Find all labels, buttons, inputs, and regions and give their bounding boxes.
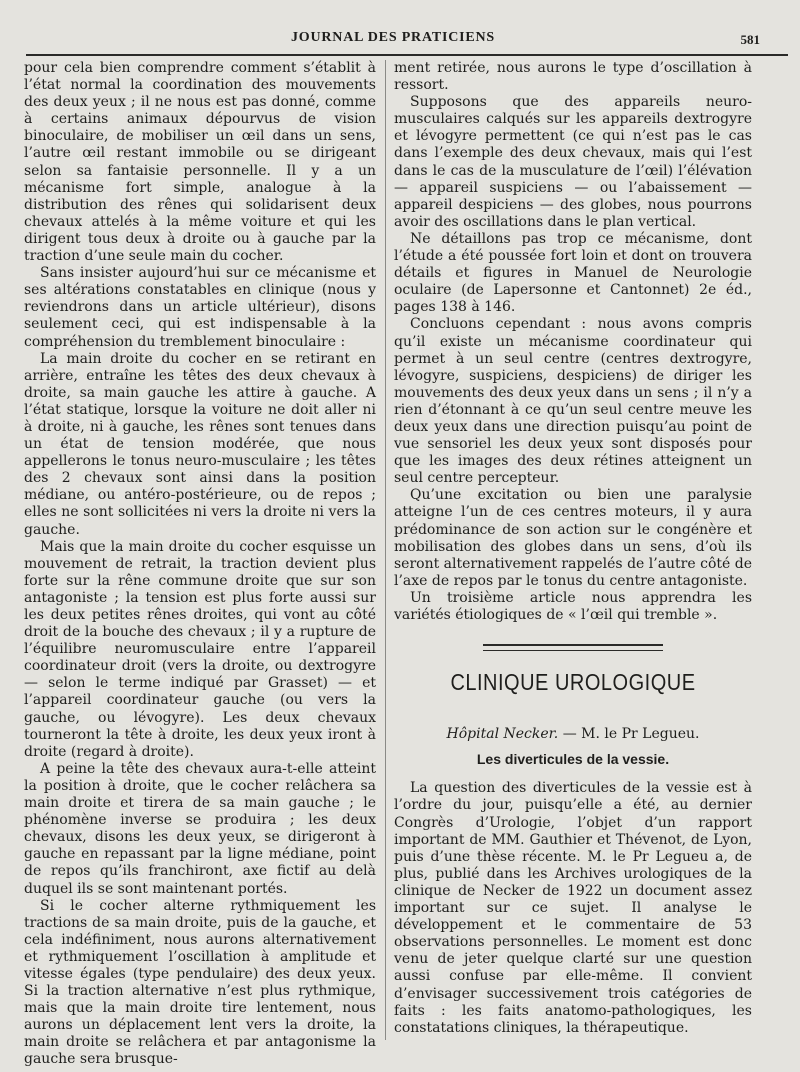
page-header [26,30,760,54]
paragraph: Si le cocher alterne rythmiquement les tractions de sa main droite, puis de la gauche, et cela indéfiniment, nous aurons alternativement et rythmiquement l’oscillation à amplitude et vitesse égales (type pendulaire) des deux yeux. Si la traction alternative n’est plus rythmique, mais que la main droite tire lentement, nous aurons un déplacement lent vers la droite, la main droite se relâchera et par antagonisme la gauche sera brusque- [24,897,376,1068]
column-divider [385,60,386,1040]
journal-title: JOURNAL DES PRATICIENS [290,30,496,45]
paragraph: Supposons que des appareils neuro-musculaires calqués sur les appareils dextrogyre et lévogyre permettent (ce qui n’est pas le cas dans l’exemple des deux chevaux, mais qui l’est dans le cas de la musculature de l’œil) l’élévation — appareil suspiciens — ou l’abaissement — appareil despiciens — des globes, nous pourrons avoir des oscillations dans le plan vertical. [394,94,752,230]
article-title: Les diverticules de la vessie. [476,751,670,768]
section-separator [483,644,663,651]
paragraph: Mais que la main droite du cocher esquisse un mouvement de retrait, la traction devient plus forte sur la rêne commune droite que sur son antagoniste ; la tension est plus forte aussi sur les deux petites rênes droites, qui vont au côté droit de la bouche des chevaux ; il y a rupture de l’équilibre neuromusculaire entre l’appareil coordinateur droit (vers la droite, ou dextrogyre — selon le terme indiqué par Grasset) — et l’appareil coordinateur gauche (ou vers la gauche, ou lévogyre). Les deux chevaux tourneront la tête à droite, les deux yeux iront à droite (regard à droite). [24,538,376,760]
paragraph: La main droite du cocher en se retirant en arrière, entraîne les têtes des deux chevaux à droite, sa main gauche les attire à gauche. A l’état statique, lorsque la voiture ne doit aller ni à droite, ni à gauche, les rênes sont tenues dans un état de tension modérée, que nous appellerons le tonus neuro-musculaire ; les têtes des 2 chevaux sont ainsi dans la position médiane, ou antéro-postérieure, ou de repos ; elles ne sont sollicitées ni vers la droite ni vers la gauche. [24,350,376,538]
byline-author: — M. le Pr Legueu. [558,726,700,743]
paragraph: A peine la tête des chevaux aura-t-elle atteint la position à droite, que le cocher relâchera sa main droite et tirera de sa main gauche ; le phénomène inverse se produira ; les deux chevaux, disons les deux yeux, se dirigeront à gauche en repassant par la ligne médiane, point de repos qu’ils franchiront, axe fictif au delà duquel ils se sont maintenant portés. [24,760,376,897]
paragraph: Sans insister aujourd’hui sur ce mécanisme et ses altérations constatables en clinique (nous y reviendrons dans un article ultérieur), disons seulement ceci, qui est indispensable à la compréhension du tremblement binoculaire : [24,265,376,350]
paragraph: Un troisième article nous apprendra les variétés étiologiques de « l’œil qui tremble ». [394,589,752,623]
paragraph: Qu’une excitation ou bien une paralysie atteigne l’un de ces centres moteurs, il y aura prédominance de son action sur le congénère et mobilisation des globes dans un sens, d’où ils seront alternativement rappelés de l’autre côté de l’axe de repos par le tonus du centre antagoniste. [394,487,752,589]
paragraph: ment retirée, nous aurons le type d’oscillation à ressort. [394,60,752,94]
paragraph: pour cela bien comprendre comment s’établit à l’état normal la coordination des mouvements des deux yeux ; il ne nous est pas donné, comme à certains animaux dépourvus de vision binoculaire, de mobiliser un œil dans un sens, l’autre œil restant immobile ou se dirigeant selon sa fantaisie personnelle. Il y a un mécanisme fort simple, analogue à la distribution des rênes qui solidarisent deux chevaux attelés à la même voiture et qui les dirigent tous deux à droite ou à gauche par la traction d’une seule main du cocher. [24,60,376,265]
section-title: CLINIQUE UROLOGIQUE [450,670,696,696]
article-byline [394,726,752,743]
right-column [394,60,752,1037]
left-column [24,60,376,1069]
header-rule [26,54,788,56]
paragraph: Concluons cependant : nous avons compris qu’il existe un mécanisme coordinateur qui permet à un seul centre (centres dextrogyre, lévogyre, suspiciens, despiciens) de diriger les mouvements des deux yeux dans un sens ; il n’y a rien d’étonnant à ce qu’un seul centre meuve les deux yeux dans une direction puisqu’au point de vue sensoriel les deux yeux sont disposés pour que les images des deux rétines atteignent un seul centre percepteur. [394,316,752,487]
paragraph: Ne détaillons pas trop ce mécanisme, dont l’étude a été poussée fort loin et dont on trouvera détails et figures in Manuel de Neurologie oculaire (de Lapersonne et Cantonnet) 2e éd., pages 138 à 146. [394,230,752,316]
byline-place: Hôpital Necker. [446,726,559,743]
page-number: 581 [740,32,760,47]
article-paragraph: La question des diverticules de la vessie est à l’ordre du jour, puisqu’elle a été, au dernier Congrès d’Urologie, l’objet d’un rapport important de MM. Gauthier et Thévenot, de Lyon, puis d’une thèse récente. M. le Pr Legueu a, de plus, publié dans les Archives urologiques de la clinique de Necker de 1922 un document assez important sur ce sujet. Il analyse le développement et le commentaire de 53 observations personnelles. Le moment est donc venu de jeter quelque clarté sur une question aussi confuse par elle-même. Il convient d’envisager successivement trois catégories de faits : les faits anatomo-pathologiques, les constatations cliniques, la thérapeutique. [394,780,752,1036]
